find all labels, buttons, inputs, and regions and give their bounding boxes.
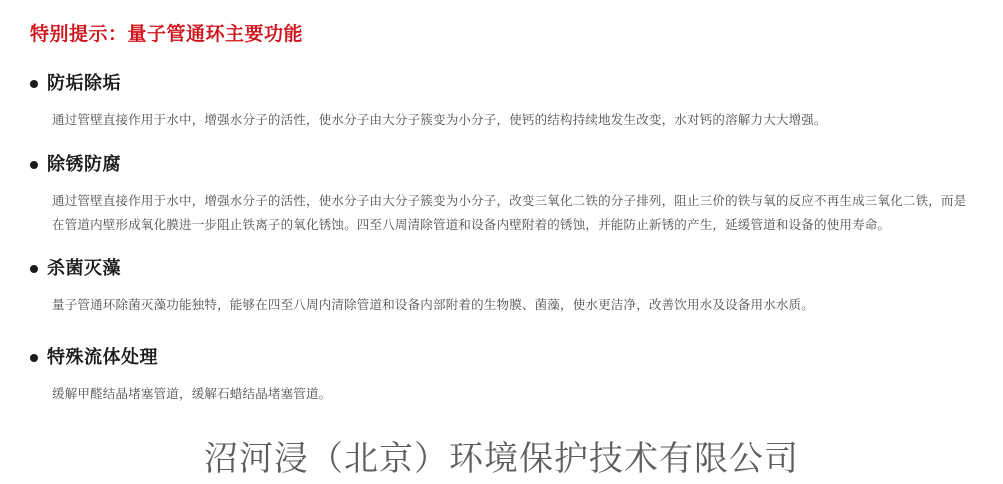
section-title: 杀菌灭藻 — [47, 257, 121, 279]
section-body: 量子管通环除菌灭藻功能独特，能够在四至八周内清除管道和设备内部附着的生物膜、菌藻，使水更洁净，改善饮用水及设备用水水质。 — [52, 296, 815, 312]
section-heading — [26, 73, 973, 96]
section-title: 除锈防腐 — [47, 154, 121, 176]
bullet-dot-icon — [30, 354, 38, 362]
section-heading — [26, 347, 973, 370]
page-title: 特别提示：量子管通环主要功能 — [30, 23, 304, 45]
bullet-dot-icon — [30, 161, 38, 169]
section-anti-scale — [26, 73, 973, 132]
section-body: 缓解甲醛结晶堵塞管道，缓解石蜡结晶堵塞管道。 — [52, 386, 332, 402]
company-watermark: 沼河浸（北京）环境保护技术有限公司 — [204, 439, 799, 479]
section-heading — [26, 154, 973, 177]
bullet-dot-icon — [30, 265, 38, 273]
section-body: 通过管壁直接作用于水中，增强水分子的活性，使水分子由大分子簇变为小分子，改变三氧化二铁的分子排列，阻止三价的铁与氧的反应不再生成三氧化二铁，而是在管道内壁形成氧化膜进一步阻止铁离子的氧化锈蚀。四至八周清除管道和设备内壁附着的锈蚀，并能防止新锈的产生，延缓管道和设备的使用寿命。 — [52, 193, 967, 233]
section-sterilize — [26, 258, 973, 317]
bullet-dot-icon — [30, 80, 38, 88]
section-title: 特殊流体处理 — [47, 347, 158, 369]
section-title: 防垢除垢 — [47, 72, 121, 94]
section-special-fluid — [26, 347, 973, 406]
section-anti-rust — [26, 154, 973, 238]
section-heading — [26, 258, 973, 281]
section-body: 通过管壁直接作用于水中，增强水分子的活性，使水分子由大分子簇变为小分子，使钙的结构持续地发生改变，水对钙的溶解力大大增强。 — [52, 111, 827, 127]
